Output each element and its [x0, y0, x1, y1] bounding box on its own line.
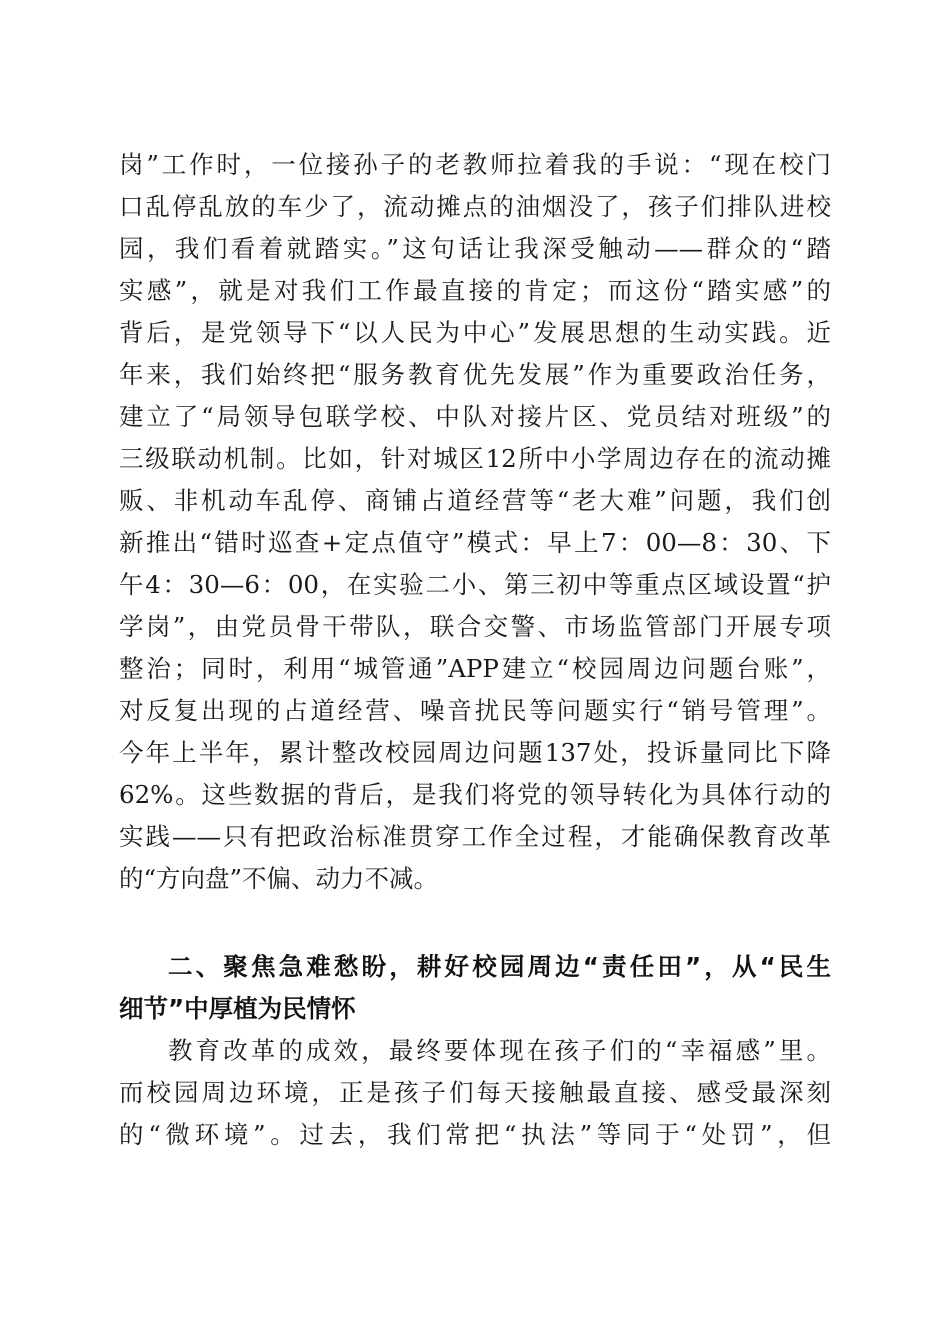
body-line: 教育改革的成效，最终要体现在孩子们的“幸福感”里。 — [168, 1036, 831, 1065]
body-line: 的“微环境”。过去，我们常把“执法”等同于“处罚”，但 — [119, 1120, 831, 1149]
body-line: 背后，是党领导下“以人民为中心”发展思想的生动实践。近 — [119, 318, 831, 347]
section-heading-line: 细节”中厚植为民情怀 — [119, 994, 356, 1023]
body-line: 三级联动机制。比如，针对城区12所中小学周边存在的流动摊 — [119, 444, 831, 473]
body-line: 的“方向盘”不偏、动力不减。 — [119, 864, 439, 893]
body-line: 午4：30—6：00，在实验二小、第三初中等重点区域设置“护 — [119, 570, 831, 599]
body-line: 岗”工作时，一位接孙子的老教师拉着我的手说：“现在校门 — [119, 150, 831, 179]
body-line: 建立了“局领导包联学校、中队对接片区、党员结对班级”的 — [119, 402, 831, 431]
body-line: 对反复出现的占道经营、噪音扰民等问题实行“销号管理”。 — [119, 696, 831, 725]
body-line: 园，我们看着就踏实。”这句话让我深受触动——群众的“踏 — [119, 234, 831, 263]
body-line: 62%。这些数据的背后，是我们将党的领导转化为具体行动的 — [119, 780, 831, 809]
body-line: 整治；同时，利用“城管通”APP建立“校园周边问题台账”， — [119, 654, 831, 683]
body-line: 口乱停乱放的车少了，流动摊点的油烟没了，孩子们排队进校 — [119, 192, 831, 221]
body-line: 而校园周边环境，正是孩子们每天接触最直接、感受最深刻 — [119, 1078, 831, 1107]
body-line: 学岗”，由党员骨干带队，联合交警、市场监管部门开展专项 — [119, 612, 831, 641]
body-line: 贩、非机动车乱停、商铺占道经营等“老大难”问题，我们创 — [119, 486, 831, 515]
body-line: 实践——只有把政治标准贯穿工作全过程，才能确保教育改革 — [119, 822, 831, 851]
body-line: 今年上半年，累计整改校园周边问题137处，投诉量同比下降 — [119, 738, 831, 767]
body-line: 实感”，就是对我们工作最直接的肯定；而这份“踏实感”的 — [119, 276, 831, 305]
body-line: 年来，我们始终把“服务教育优先发展”作为重要政治任务， — [119, 360, 831, 389]
body-line: 新推出“错时巡查+定点值守”模式：早上7：00—8：30、下 — [119, 528, 831, 557]
section-heading-line: 二、聚焦急难愁盼，耕好校园周边“责任田”，从“民生 — [168, 952, 831, 981]
